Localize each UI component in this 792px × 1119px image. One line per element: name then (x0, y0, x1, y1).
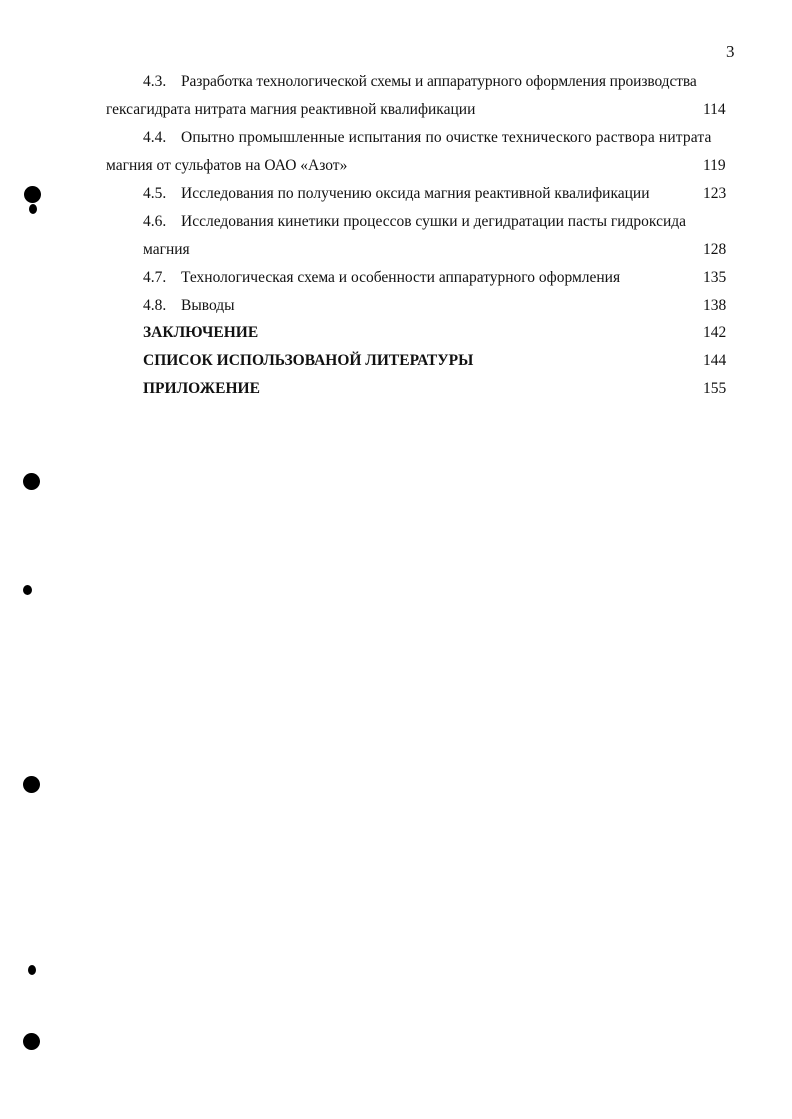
toc-entry-number: 4.8. (143, 297, 167, 314)
toc-entry-4-8 (143, 296, 235, 316)
toc-page-number: 144 (703, 352, 727, 369)
punch-hole-mark (29, 204, 37, 214)
toc-references: СПИСОК ИСПОЛЬЗОВАНОЙ ЛИТЕРАТУРЫ (143, 352, 474, 369)
toc-entry-title-line1: Исследования кинетики процессов сушки и дегидратации пасты гидроксида (181, 213, 687, 230)
toc-entry-title: Технологическая схема и особенности аппаратурного оформления (181, 269, 621, 286)
toc-page-number: 123 (703, 185, 727, 202)
toc-entry-4-3-cont: гексагидрата нитрата магния реактивной квалификации (106, 101, 476, 118)
punch-hole-mark (23, 473, 40, 490)
toc-entry-title-line1: Опытно промышленные испытания по очистке технического раствора нитрата (181, 129, 712, 146)
page-number: 3 (726, 42, 735, 61)
toc-appendix: ПРИЛОЖЕНИЕ (143, 380, 260, 397)
toc-page-number: 135 (703, 269, 727, 286)
toc-entry-title: Выводы (181, 297, 235, 314)
toc-page-number: 155 (703, 380, 727, 397)
punch-hole-mark (23, 1033, 40, 1050)
toc-page-number: 119 (703, 157, 726, 174)
toc-entry-number: 4.7. (143, 269, 167, 286)
toc-entry-4-4 (143, 128, 712, 148)
punch-hole-mark (23, 776, 40, 793)
toc-entry-4-6-cont: магния (143, 241, 190, 258)
toc-entry-title: Исследования по получению оксида магния реактивной квалификации (181, 185, 650, 202)
punch-hole-mark (23, 585, 32, 595)
toc-entry-number: 4.3. (143, 73, 167, 90)
toc-page-number: 114 (703, 101, 726, 118)
toc-entry-4-3 (143, 72, 697, 92)
toc-entry-number: 4.4. (143, 129, 167, 146)
toc-entry-4-4-cont: магния от сульфатов на ОАО «Азот» (106, 157, 348, 174)
punch-hole-mark (24, 186, 41, 203)
toc-entry-title-line1: Разработка технологической схемы и аппаратурного оформления производства (181, 73, 697, 90)
toc-entry-4-5 (143, 184, 650, 204)
toc-page-number: 142 (703, 324, 727, 341)
toc-entry-4-6 (143, 212, 686, 232)
toc-page-number: 128 (703, 241, 727, 258)
toc-page-number: 138 (703, 297, 727, 314)
toc-entry-number: 4.5. (143, 185, 167, 202)
punch-hole-mark (28, 965, 36, 975)
toc-conclusion: ЗАКЛЮЧЕНИЕ (143, 324, 259, 341)
toc-entry-4-7 (143, 268, 620, 288)
toc-entry-number: 4.6. (143, 213, 167, 230)
table-of-contents (0, 0, 792, 420)
